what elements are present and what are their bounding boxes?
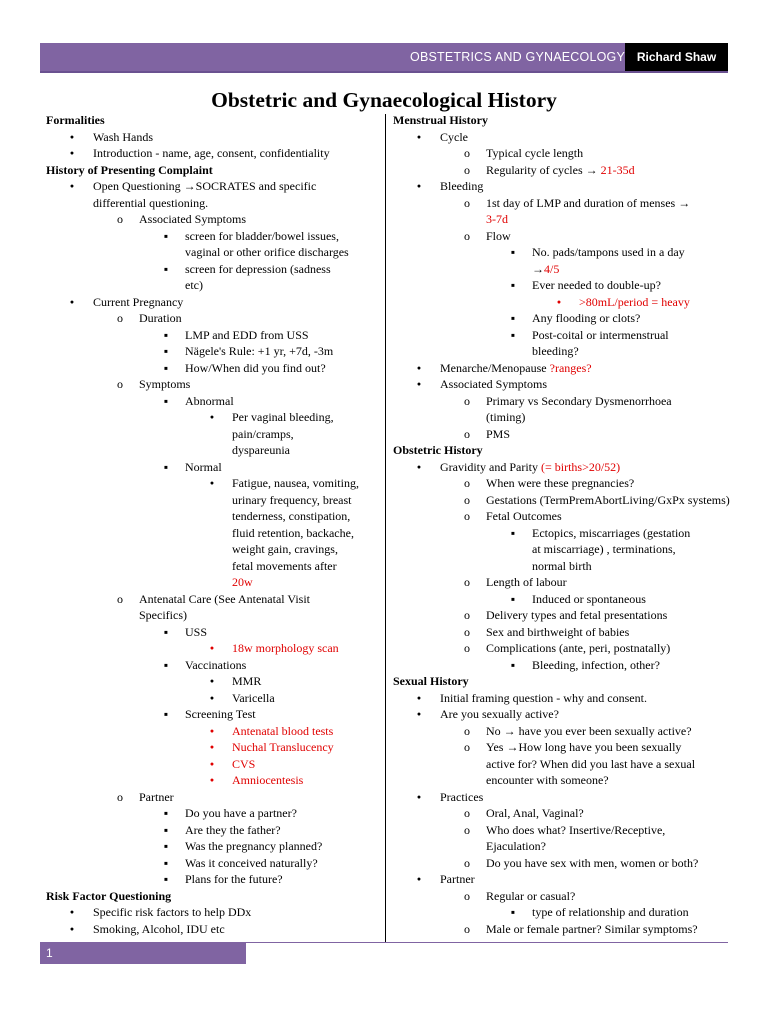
outline-text: Delivery types and fetal presentations bbox=[486, 608, 668, 622]
outline-item bbox=[46, 541, 380, 558]
outline-text: Menarche/Menopause bbox=[440, 360, 550, 375]
section-heading bbox=[46, 112, 380, 129]
bullet-icon: ● bbox=[69, 297, 75, 306]
outline-text: Cycle bbox=[440, 129, 468, 144]
outline-item bbox=[46, 558, 380, 575]
outline-item bbox=[46, 657, 380, 674]
outline-text: Duration bbox=[139, 311, 182, 325]
outline-text: Was it conceived naturally? bbox=[185, 855, 318, 870]
bullet-icon: o bbox=[464, 806, 470, 820]
outline-item bbox=[393, 591, 735, 608]
right-column bbox=[393, 112, 735, 937]
outline-item bbox=[46, 904, 380, 921]
bullet-icon: ● bbox=[69, 908, 75, 916]
bullet-icon: ● bbox=[209, 693, 215, 702]
bullet-icon: ▪ bbox=[510, 591, 516, 606]
bullet-icon: ● bbox=[416, 693, 422, 702]
outline-item bbox=[46, 195, 380, 212]
outline-text: Partner bbox=[440, 872, 475, 886]
outline-item bbox=[393, 409, 735, 426]
bullet-icon: ▪ bbox=[510, 327, 516, 342]
outline-item bbox=[393, 310, 735, 327]
outline-text: 3-7d bbox=[486, 212, 508, 226]
outline-item bbox=[393, 162, 735, 179]
bullet-icon: o bbox=[464, 624, 470, 639]
bullet-icon: o bbox=[117, 591, 123, 606]
outline-item bbox=[46, 772, 380, 789]
outline-text: Varicella bbox=[232, 690, 275, 705]
outline-text: Ever needed to double-up? bbox=[532, 278, 661, 292]
outline-text: History of Presenting Complaint bbox=[46, 162, 213, 177]
outline-text: Do you have a partner? bbox=[185, 806, 297, 820]
outline-item bbox=[393, 211, 735, 228]
page-title: Obstetric and Gynaecological History bbox=[211, 88, 557, 112]
outline-text: Vaccinations bbox=[185, 657, 247, 672]
outline-text: (timing) bbox=[486, 410, 526, 424]
outline-item bbox=[46, 871, 380, 888]
outline-item bbox=[393, 228, 735, 245]
bullet-icon: ● bbox=[209, 479, 215, 487]
outline-text: vaginal or other orifice discharges bbox=[185, 245, 349, 259]
outline-text: Ejaculation? bbox=[486, 839, 546, 853]
outline-text: Normal bbox=[185, 459, 222, 474]
outline-text: at miscarriage) , terminations, bbox=[532, 542, 676, 556]
outline-item bbox=[46, 409, 380, 426]
outline-item bbox=[393, 178, 735, 195]
highlight-text: 4/5 bbox=[544, 261, 560, 276]
bullet-icon: o bbox=[464, 822, 470, 837]
outline-text: No → have you ever been sexually active? bbox=[486, 723, 692, 738]
bullet-icon: ▪ bbox=[163, 872, 169, 886]
outline-item bbox=[393, 277, 735, 294]
outline-text: Introduction - name, age, consent, confidentiality bbox=[93, 146, 330, 160]
bullet-icon: ▪ bbox=[163, 822, 169, 837]
outline-item bbox=[46, 640, 380, 657]
outline-text: Current Pregnancy bbox=[93, 294, 184, 309]
bullet-icon: ▪ bbox=[163, 657, 169, 672]
bullet-icon: ● bbox=[69, 149, 75, 157]
outline-text: Complications (ante, peri, postnatally) bbox=[486, 641, 671, 655]
outline-item bbox=[393, 574, 735, 591]
section-heading bbox=[393, 442, 735, 459]
highlight-text: ?ranges? bbox=[549, 360, 592, 375]
outline-item bbox=[393, 789, 735, 806]
outline-item bbox=[393, 624, 735, 641]
outline-text: Ectopics, miscarriages (gestation bbox=[532, 525, 691, 540]
outline-text: differential questioning. bbox=[93, 195, 209, 210]
outline-text: Associated Symptoms bbox=[139, 212, 246, 226]
outline-item bbox=[46, 442, 380, 459]
bullet-icon: o bbox=[117, 212, 123, 226]
outline-text: Do you have sex with men, women or both? bbox=[486, 855, 699, 870]
outline-text: fluid retention, backache, bbox=[232, 525, 354, 540]
outline-text: → bbox=[532, 261, 544, 276]
outline-text: Gravidity and Parity bbox=[440, 459, 541, 474]
outline-item bbox=[46, 360, 380, 377]
outline-text: tenderness, constipation, bbox=[232, 509, 351, 523]
outline-text: Plans for the future? bbox=[185, 872, 283, 886]
outline-item bbox=[393, 756, 735, 773]
outline-item bbox=[46, 789, 380, 806]
outline-text: Was the pregnancy planned? bbox=[185, 839, 323, 853]
bullet-icon: ▪ bbox=[163, 839, 169, 853]
bullet-icon: ● bbox=[416, 182, 422, 190]
outline-item bbox=[46, 690, 380, 707]
outline-item bbox=[393, 508, 735, 525]
outline-item bbox=[393, 426, 735, 443]
outline-item bbox=[393, 921, 735, 938]
bullet-icon: o bbox=[464, 426, 470, 441]
section-heading bbox=[393, 112, 735, 129]
outline-item bbox=[46, 475, 380, 492]
outline-item bbox=[46, 244, 380, 261]
outline-item bbox=[393, 838, 735, 855]
bullet-icon: ● bbox=[416, 792, 422, 801]
bullet-icon: o bbox=[464, 855, 470, 870]
outline-item bbox=[393, 657, 735, 674]
bullet-icon: ● bbox=[416, 710, 422, 718]
outline-item bbox=[46, 508, 380, 525]
bullet-icon: o bbox=[464, 476, 470, 490]
bullet-icon: ▪ bbox=[163, 344, 169, 358]
bullet-icon: ● bbox=[209, 413, 215, 421]
outline-text: MMR bbox=[232, 674, 262, 688]
header-underline bbox=[40, 71, 728, 73]
outline-text: type of relationship and duration bbox=[532, 905, 689, 919]
outline-item bbox=[393, 327, 735, 344]
outline-text: Are they the father? bbox=[185, 822, 281, 837]
bullet-icon: ● bbox=[416, 875, 422, 883]
outline-text: Per vaginal bleeding, bbox=[232, 410, 334, 424]
outline-text: Sex and birthweight of babies bbox=[486, 624, 630, 639]
outline-text: Smoking, Alcohol, IDU etc bbox=[93, 921, 225, 936]
outline-text: Obstetric History bbox=[393, 443, 483, 457]
outline-text: USS bbox=[185, 624, 208, 639]
outline-text: fetal movements after bbox=[232, 558, 337, 573]
outline-text: Wash Hands bbox=[93, 129, 154, 144]
bullet-icon: ● bbox=[416, 363, 422, 372]
outline-text: Oral, Anal, Vaginal? bbox=[486, 806, 584, 820]
bullet-icon: ● bbox=[69, 924, 75, 933]
outline-item bbox=[393, 904, 735, 921]
outline-text: Formalities bbox=[46, 113, 105, 127]
outline-item bbox=[393, 690, 735, 707]
outline-item bbox=[46, 426, 380, 443]
outline-item bbox=[46, 739, 380, 756]
section-heading bbox=[46, 162, 380, 179]
outline-item bbox=[393, 294, 735, 311]
outline-item bbox=[393, 772, 735, 789]
outline-text: Associated Symptoms bbox=[440, 377, 547, 391]
outline-item bbox=[393, 525, 735, 542]
bullet-icon: ▪ bbox=[163, 360, 169, 375]
bullet-icon: ● bbox=[69, 132, 75, 141]
bullet-icon: o bbox=[464, 393, 470, 408]
outline-text: CVS bbox=[232, 756, 256, 771]
outline-text: Screening Test bbox=[185, 707, 256, 721]
outline-text: Partner bbox=[139, 789, 174, 804]
outline-text: LMP and EDD from USS bbox=[185, 327, 309, 342]
bullet-icon: ▪ bbox=[510, 311, 516, 325]
outline-item bbox=[46, 178, 380, 195]
outline-item bbox=[46, 921, 380, 938]
outline-item bbox=[46, 492, 380, 509]
outline-text: >80mL/period = heavy bbox=[579, 294, 690, 309]
outline-text: No. pads/tampons used in a day bbox=[532, 245, 685, 259]
outline-item bbox=[46, 805, 380, 822]
outline-text: Bleeding, infection, other? bbox=[532, 657, 660, 672]
bullet-icon: ● bbox=[416, 132, 422, 141]
outline-text: Who does what? Insertive/Receptive, bbox=[486, 822, 666, 837]
outline-item bbox=[393, 558, 735, 575]
outline-text: Any flooding or clots? bbox=[532, 311, 641, 325]
outline-text: Symptoms bbox=[139, 377, 191, 391]
outline-item bbox=[393, 541, 735, 558]
outline-item bbox=[393, 855, 735, 872]
outline-text: Yes →How long have you been sexually bbox=[486, 740, 682, 754]
outline-text: bleeding? bbox=[532, 344, 579, 358]
section-heading bbox=[393, 673, 735, 690]
bullet-icon: o bbox=[464, 641, 470, 655]
outline-text: Initial framing question - why and consent. bbox=[440, 690, 647, 705]
outline-text: 20w bbox=[232, 575, 253, 589]
outline-text: Antenatal Care (See Antenatal Visit bbox=[139, 591, 311, 606]
outline-item bbox=[393, 475, 735, 492]
bullet-icon: ● bbox=[209, 776, 215, 784]
outline-item bbox=[46, 145, 380, 162]
outline-item bbox=[393, 360, 735, 377]
bullet-icon: ● bbox=[209, 677, 215, 685]
outline-text: normal birth bbox=[532, 558, 592, 573]
outline-item bbox=[46, 376, 380, 393]
outline-text: Male or female partner? Similar symptoms? bbox=[486, 921, 698, 936]
outline-item bbox=[393, 145, 735, 162]
outline-text: screen for depression (sadness bbox=[185, 261, 331, 276]
outline-item bbox=[393, 739, 735, 756]
outline-item bbox=[393, 393, 735, 410]
bullet-icon: ▪ bbox=[510, 245, 516, 259]
outline-text: screen for bladder/bowel issues, bbox=[185, 228, 339, 243]
outline-item bbox=[46, 327, 380, 344]
bullet-icon: ● bbox=[69, 182, 75, 190]
bullet-icon: ● bbox=[556, 297, 562, 306]
outline-item bbox=[46, 459, 380, 476]
outline-text: Risk Factor Questioning bbox=[46, 888, 172, 903]
outline-text: active for? When did you last have a sexual bbox=[486, 756, 696, 771]
outline-text: Length of labour bbox=[486, 575, 567, 589]
bullet-icon: ● bbox=[209, 726, 215, 735]
outline-item bbox=[46, 211, 380, 228]
outline-item bbox=[46, 624, 380, 641]
bullet-icon: ● bbox=[209, 644, 215, 652]
outline-text: urinary frequency, breast bbox=[232, 492, 352, 507]
outline-item bbox=[393, 195, 735, 212]
outline-text: Antenatal blood tests bbox=[232, 723, 334, 738]
bullet-icon: o bbox=[464, 146, 470, 160]
outline-item bbox=[393, 706, 735, 723]
outline-item bbox=[393, 805, 735, 822]
outline-text: Are you sexually active? bbox=[440, 707, 559, 721]
outline-text: dyspareunia bbox=[232, 443, 290, 457]
bullet-icon: o bbox=[117, 311, 123, 325]
bullet-icon: ▪ bbox=[163, 459, 169, 474]
bullet-icon: ▪ bbox=[510, 905, 516, 919]
outline-text: Nuchal Translucency bbox=[232, 740, 334, 754]
bullet-icon: ▪ bbox=[510, 278, 516, 292]
bullet-icon: ▪ bbox=[163, 393, 169, 408]
bullet-icon: ● bbox=[209, 743, 215, 751]
outline-text: weight gain, cravings, bbox=[232, 542, 338, 556]
outline-text: Regularity of cycles → bbox=[486, 162, 601, 177]
outline-item bbox=[46, 228, 380, 245]
outline-text: etc) bbox=[185, 278, 203, 292]
outline-item bbox=[46, 129, 380, 146]
outline-item bbox=[46, 855, 380, 872]
outline-text: Abnormal bbox=[185, 393, 234, 408]
bullet-icon: o bbox=[464, 921, 470, 936]
bullet-icon: ▪ bbox=[163, 806, 169, 820]
outline-text: Gestations (TermPremAbortLiving/GxPx systems) bbox=[486, 492, 730, 507]
outline-item bbox=[46, 822, 380, 839]
outline-text: Practices bbox=[440, 789, 484, 804]
bullet-icon: ▪ bbox=[163, 855, 169, 870]
outline-text: How/When did you find out? bbox=[185, 360, 326, 375]
outline-text: Fatigue, nausea, vomiting, bbox=[232, 476, 359, 490]
bullet-icon: ▪ bbox=[163, 327, 169, 342]
outline-text: Specific risk factors to help DDx bbox=[93, 905, 252, 919]
bullet-icon: o bbox=[117, 789, 123, 804]
outline-item bbox=[393, 492, 735, 509]
outline-item bbox=[393, 822, 735, 839]
header-bar bbox=[40, 43, 728, 72]
bullet-icon: o bbox=[464, 740, 470, 754]
outline-item bbox=[46, 607, 380, 624]
outline-item bbox=[393, 723, 735, 740]
outline-text: 1st day of LMP and duration of menses → bbox=[486, 195, 691, 210]
outline-item bbox=[393, 607, 735, 624]
outline-text: Typical cycle length bbox=[486, 146, 584, 160]
outline-text: Menstrual History bbox=[393, 113, 488, 127]
outline-text: 18w morphology scan bbox=[232, 641, 339, 655]
bullet-icon: o bbox=[464, 162, 470, 177]
bullet-icon: o bbox=[117, 377, 123, 391]
outline-item bbox=[46, 343, 380, 360]
outline-text: PMS bbox=[486, 426, 511, 441]
outline-item bbox=[46, 525, 380, 542]
bullet-icon: ▪ bbox=[510, 525, 516, 540]
outline-item bbox=[393, 244, 735, 261]
section-heading bbox=[46, 888, 380, 905]
outline-text: Flow bbox=[486, 228, 511, 243]
bullet-icon: ▪ bbox=[510, 657, 516, 672]
bullet-icon: o bbox=[464, 723, 470, 738]
bullet-icon: o bbox=[464, 575, 470, 589]
bullet-icon: ● bbox=[416, 380, 422, 388]
highlight-text: (= births>20/52) bbox=[540, 459, 621, 474]
outline-text: Open Questioning →SOCRATES and specific bbox=[93, 179, 317, 193]
outline-item bbox=[46, 574, 380, 591]
outline-item bbox=[393, 459, 735, 476]
outline-item bbox=[393, 640, 735, 657]
bullet-icon: ▪ bbox=[163, 228, 169, 243]
outline-item bbox=[393, 343, 735, 360]
outline-text: Regular or casual? bbox=[486, 888, 576, 903]
bullet-icon: ▪ bbox=[163, 624, 169, 639]
outline-text: Specifics) bbox=[139, 608, 187, 622]
left-column bbox=[46, 112, 380, 937]
outline-item bbox=[46, 723, 380, 740]
outline-text: Primary vs Secondary Dysmenorrhoea bbox=[486, 393, 672, 408]
outline-item bbox=[46, 591, 380, 608]
highlight-text: 21-35d bbox=[600, 162, 635, 177]
outline-text: Bleeding bbox=[440, 179, 484, 193]
outline-item bbox=[46, 756, 380, 773]
outline-text: Nägele's Rule: +1 yr, +7d, -3m bbox=[185, 344, 334, 358]
outline-item bbox=[393, 129, 735, 146]
outline-item bbox=[46, 393, 380, 410]
outline-text: Amniocentesis bbox=[232, 773, 304, 787]
outline-text: Fetal Outcomes bbox=[486, 509, 562, 523]
page-number: 1 bbox=[40, 942, 246, 964]
outline-item bbox=[46, 261, 380, 278]
outline-item bbox=[46, 673, 380, 690]
outline-item bbox=[393, 888, 735, 905]
bullet-icon: o bbox=[464, 195, 470, 210]
outline-item bbox=[46, 838, 380, 855]
bullet-icon: o bbox=[464, 888, 470, 903]
bullet-icon: o bbox=[464, 228, 470, 243]
bullet-icon: ● bbox=[209, 759, 215, 768]
outline-item bbox=[46, 706, 380, 723]
outline-text: pain/cramps, bbox=[232, 426, 294, 441]
outline-text: encounter with someone? bbox=[486, 773, 609, 787]
outline-text: Post-coital or intermenstrual bbox=[532, 327, 669, 342]
bullet-icon: ▪ bbox=[163, 707, 169, 721]
bullet-icon: o bbox=[464, 492, 470, 507]
outline-text: Sexual History bbox=[393, 674, 469, 688]
outline-item bbox=[393, 376, 735, 393]
outline-item bbox=[46, 277, 380, 294]
outline-item bbox=[46, 294, 380, 311]
outline-text: When were these pregnancies? bbox=[486, 476, 635, 490]
header-author: Richard Shaw bbox=[625, 43, 728, 72]
outline-item bbox=[46, 310, 380, 327]
outline-item bbox=[393, 871, 735, 888]
column-divider bbox=[385, 114, 386, 942]
bullet-icon: o bbox=[464, 509, 470, 523]
outline-item bbox=[393, 261, 735, 278]
outline-text: Induced or spontaneous bbox=[532, 591, 646, 606]
bullet-icon: ▪ bbox=[163, 261, 169, 276]
bullet-icon: ● bbox=[416, 462, 422, 471]
header-title: OBSTETRICS AND GYNAECOLOGY bbox=[410, 50, 625, 64]
bullet-icon: o bbox=[464, 608, 470, 622]
